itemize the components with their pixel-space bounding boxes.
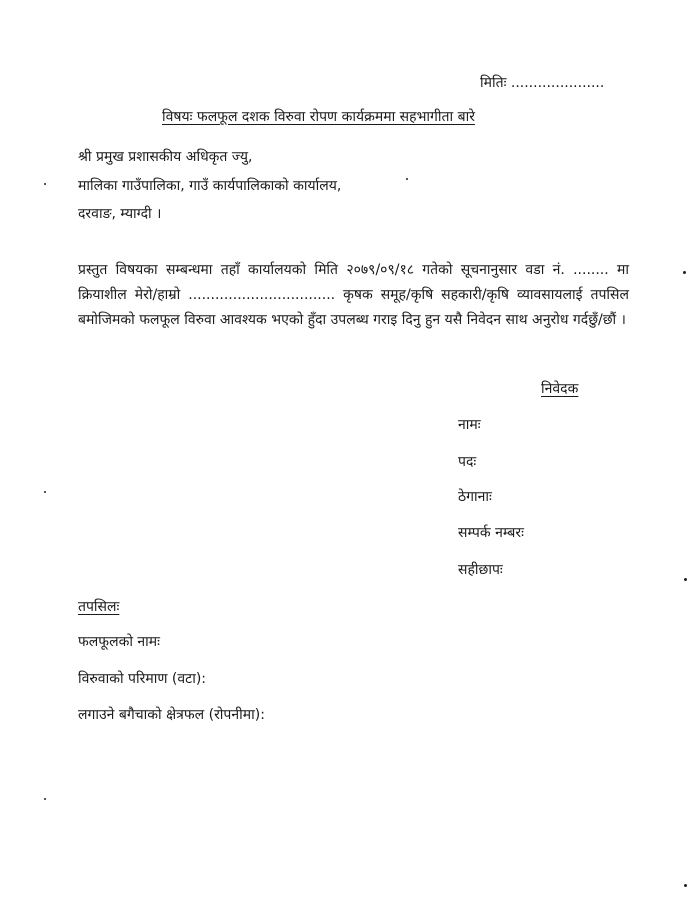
applicant-signature-label: सहीछापः — [458, 562, 503, 578]
applicant-contact-label: सम्पर्क नम्बरः — [458, 525, 524, 541]
scan-speck — [406, 178, 408, 180]
area-label: लगाउने बगैचाको क्षेत्रफल (रोपनीमा): — [78, 707, 265, 723]
quantity-label: विरुवाको परिमाण (वटा): — [78, 671, 207, 687]
scan-speck — [44, 798, 46, 800]
scan-speck — [44, 183, 46, 185]
applicant-name-label: नामः — [458, 417, 481, 433]
scan-speck — [684, 884, 687, 887]
scan-speck — [44, 491, 46, 493]
recipient-title: श्री प्रमुख प्रशासकीय अधिकृत ज्यु, — [78, 149, 253, 165]
recipient-location: दरवाङ, म्याग्दी । — [78, 206, 162, 222]
date-line: मितिः ..................... — [480, 75, 605, 91]
applicant-address-label: ठेगानाः — [458, 489, 492, 505]
request-paragraph: प्रस्तुत विषयका सम्बन्धमा तहाँ कार्यालयको मिति २०७९/०९/१८ गतेको सूचनानुसार वडा नं. ........ मा क्रियाशील मेरो/हाम्रो ................................. कृषक समूह/कृषि सहकारी/कृषि व्यावसायलाई तपसिल बमोजिमको फलफूल विरुवा आवश्यक भएको हुँदा उपलब्ध गराइ दिनु हुन यसै निवेदन साथ अनुरोध गर्दछुँ/छौं । — [78, 262, 629, 328]
applicant-heading: निवेदक — [541, 381, 579, 397]
fruit-name-label: फलफूलको नामः — [78, 634, 160, 650]
scan-speck — [683, 271, 686, 274]
applicant-post-label: पदः — [458, 454, 477, 470]
details-heading: तपसिलः — [78, 599, 120, 615]
recipient-office: मालिका गाउँपालिका, गाउँ कार्यपालिकाको कार्यालय, — [78, 178, 342, 194]
subject-line: विषयः फलफूल दशक विरुवा रोपण कार्यक्रममा सहभागीता बारे — [162, 109, 475, 125]
scan-speck — [684, 578, 687, 581]
